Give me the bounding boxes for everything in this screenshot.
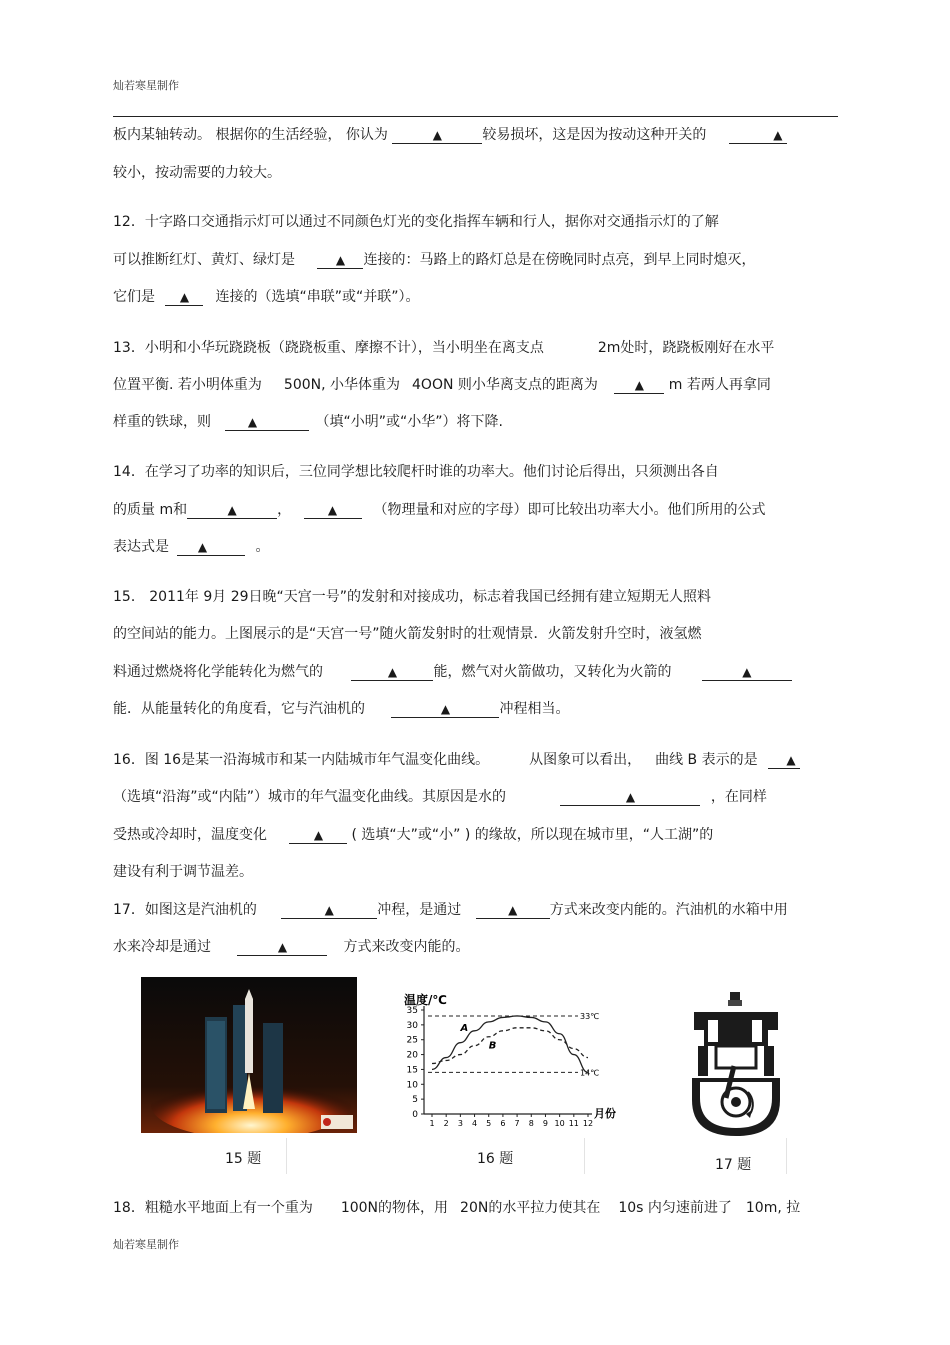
rocket-launch-photo: [141, 977, 357, 1133]
caption-fig17: 17 题: [715, 1157, 752, 1173]
x-tick-label: 12: [582, 1119, 594, 1128]
caption-fig16: 16 题: [477, 1151, 514, 1167]
answer-blank[interactable]: ▲: [165, 290, 203, 306]
y-tick-label: 10: [406, 1080, 418, 1091]
q17-line2: 水来冷却是通过 ▲ 方式来改变内能的。: [113, 939, 470, 955]
q11-line2: 较小，按动需要的力较大。: [113, 165, 281, 181]
q13-line3: 样重的铁球，则 ▲ （填“小明”或“小华”）将下降.: [113, 414, 503, 430]
answer-blank[interactable]: ▲: [289, 828, 347, 844]
q14-line2: 的质量 m和 ▲ ， ▲ （物理量和对应的字母）即可比较出功率大小。他们所用的公式: [113, 502, 766, 518]
x-tick-label: 5: [486, 1119, 492, 1128]
q15-line1: 15． 2011年 9月 29日晚“天宫一号”的发射和对接成功，标志着我国已经拥有建立短期无人照料: [113, 589, 712, 605]
x-tick-label: 3: [457, 1119, 463, 1128]
x-tick-label: 7: [514, 1119, 520, 1128]
q16-line1: 16．图 16是某一沿海城市和某一内陆城市年气温变化曲线。 从图象可以看出， 曲线 B 表示的是 ▲: [113, 751, 800, 769]
y-tick-label: 20: [406, 1050, 418, 1061]
q13-line2: 位置平衡. 若小明体重为 500N, 小华体重为 4OON 则小华离支点的距离为 ▲ m 若两人再拿同: [113, 377, 771, 393]
series-label: A: [460, 1022, 469, 1034]
x-tick-label: 10: [554, 1119, 565, 1128]
answer-blank[interactable]: ▲: [560, 790, 700, 806]
x-tick-label: 4: [471, 1119, 478, 1128]
q14-line3: 表达式是 ▲ 。: [113, 539, 270, 555]
figure-divider: [286, 1138, 287, 1174]
temperature-chart: [398, 990, 638, 1130]
q17-line1: 17．如图这是汽油机的 ▲ 冲程，是通过 ▲ 方式来改变内能的。汽油机的水箱中用: [113, 902, 788, 918]
figure-divider: [584, 1138, 585, 1174]
q16-line2: （选填“沿海”或“内陆”）城市的年气温变化曲线。其原因是水的 ▲ ，在同样: [113, 789, 767, 805]
q18-line1: 18．粗糙水平地面上有一个重为 100N的物体，用 20N的水平拉力使其在 10s 内匀速前进了 10m, 拉: [113, 1200, 801, 1216]
x-tick-label: 11: [568, 1119, 579, 1128]
q15-line4: 能．从能量转化的角度看，它与汽油机的 ▲ 冲程相当。: [113, 701, 570, 717]
caption-fig15: 15 题: [225, 1151, 262, 1167]
series-label: B: [488, 1040, 497, 1052]
answer-blank[interactable]: ▲: [281, 903, 377, 919]
x-tick-label: 6: [500, 1119, 506, 1128]
engine-cylinder-diagram: [688, 990, 784, 1140]
q16-line3: 受热或冷却时，温度变化 ▲ ( 选填“大”或“小” ) 的缘故，所以现在城市里，“人工湖”的: [113, 827, 714, 843]
q14-line1: 14．在学习了功率的知识后，三位同学想比较爬杆时谁的功率大。他们讨论后得出，只须测出各自: [113, 464, 719, 480]
q12-line2: 可以推断红灯、黄灯、绿灯是 ▲ 连接的：马路上的路灯总是在傍晚同时点亮，到早上同时熄灭，: [113, 252, 756, 268]
x-axis-label: 月份: [594, 1107, 616, 1120]
y-axis-label: 温度/℃: [404, 993, 447, 1007]
page-footer: 灿若寒星制作: [113, 1238, 179, 1251]
x-tick-label: 1: [429, 1119, 435, 1128]
q16-line4: 建设有利于调节温差。: [113, 864, 253, 880]
q12-line1: 12．十字路口交通指示灯可以通过不同颜色灯光的变化指挥车辆和行人，据你对交通指示灯的了解: [113, 214, 719, 230]
y-tick-label: 35: [406, 1006, 418, 1016]
q13-line1: 13．小明和小华玩跷跷板（跷跷板重、摩擦不计），当小明坐在离支点 2m处时，跷跷板刚好在水平: [113, 340, 775, 356]
answer-blank[interactable]: ▲: [476, 903, 550, 919]
reference-label: 33℃: [580, 1011, 600, 1021]
x-tick-label: 2: [443, 1119, 449, 1128]
page-header: 灿若寒星制作: [113, 79, 179, 92]
y-tick-label: 5: [412, 1095, 418, 1106]
header-rule: [113, 116, 838, 117]
answer-blank[interactable]: ▲: [614, 378, 664, 394]
answer-blank[interactable]: ▲: [237, 940, 327, 956]
q11-line1: 板内某轴转动。 根据你的生活经验， 你认为 ▲ 较易损坏，这是因为按动这种开关的 ▲: [113, 126, 787, 144]
answer-blank[interactable]: ▲: [392, 128, 482, 144]
answer-blank[interactable]: ▲: [225, 415, 309, 431]
y-tick-label: 15: [406, 1065, 418, 1076]
y-tick-label: 30: [406, 1020, 418, 1031]
answer-blank[interactable]: ▲: [391, 702, 499, 718]
figure-divider: [786, 1138, 787, 1174]
series-line-A: [432, 1016, 588, 1072]
x-tick-label: 9: [542, 1119, 549, 1128]
answer-blank[interactable]: ▲: [351, 665, 433, 681]
q15-line2: 的空间站的能力。上图展示的是“天宫一号”随火箭发射时的壮观情景．火箭发射升空时，液氢燃: [113, 626, 702, 642]
q12-line3: 它们是 ▲ 连接的（选填“串联”或“并联”）。: [113, 289, 420, 305]
y-tick-label: 25: [406, 1035, 418, 1046]
reference-label: 14℃: [580, 1068, 600, 1078]
answer-blank[interactable]: ▲: [177, 540, 245, 556]
answer-blank[interactable]: ▲: [768, 753, 800, 769]
answer-blank[interactable]: ▲: [187, 503, 277, 519]
y-tick-label: 0: [412, 1110, 418, 1120]
x-tick-label: 8: [528, 1119, 534, 1128]
answer-blank[interactable]: ▲: [304, 503, 362, 519]
q15-line3: 料通过燃烧将化学能转化为燃气的 ▲ 能，燃气对火箭做功，又转化为火箭的 ▲: [113, 663, 792, 681]
answer-blank[interactable]: ▲: [729, 128, 787, 144]
answer-blank[interactable]: ▲: [317, 253, 363, 269]
chart-svg: [398, 990, 638, 1130]
answer-blank[interactable]: ▲: [702, 665, 792, 681]
